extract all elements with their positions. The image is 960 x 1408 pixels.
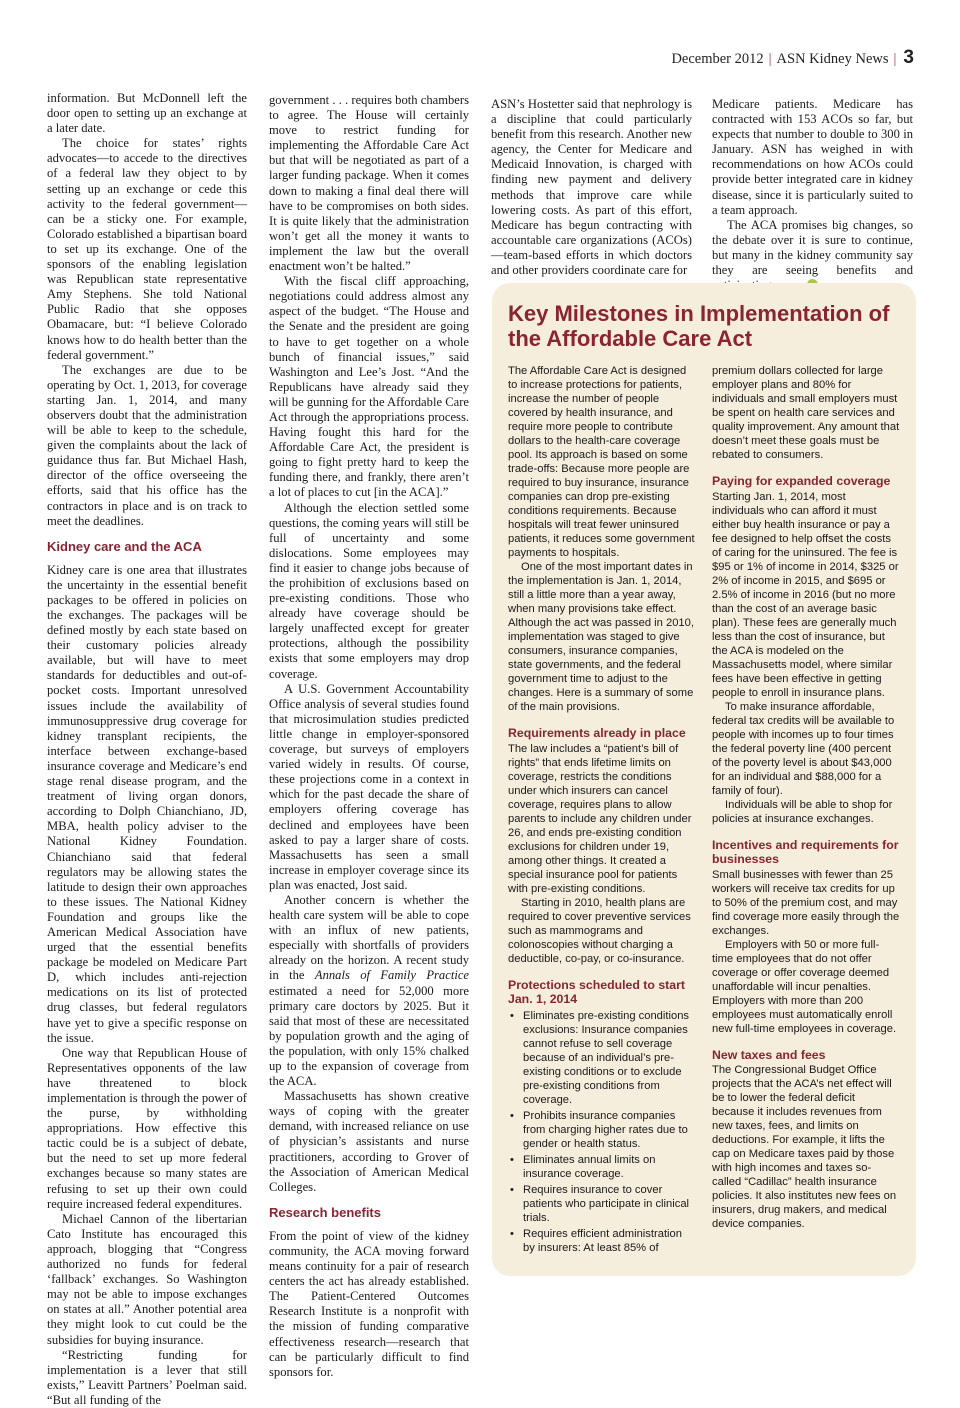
- sidebar-paragraph: Starting in 2010, health plans are required to cover preventive services such as mammograms and colonoscopies without charging a deductible, co-pay, or co-insurance.: [508, 896, 691, 965]
- paragraph: The choice for states’ rights advocates—to accede to the directives of a federal law they object to by setting up an exchange or cede this activity to the federal government—can be a sticky one. For example, Colorado established a bipartisan board to set up its exchange. One of the sponsors of the enabling legislation was Republican state representative Amy Stephens. She told National Public Radio that she opposes Obamacare, but: “I believe Colorado knows how to do health better than the federal government.”: [47, 136, 247, 362]
- sidebar-heading-businesses: Incentives and requirements for businesses: [712, 837, 899, 866]
- sidebar-column-2: [712, 364, 900, 1231]
- sidebar-paragraph: One of the most important dates in the implementation is Jan. 1, 2014, still a little more than a year away, when many provisions take effect. Although the act was passed in 2010, implementation was staged to give consumers, insurance companies, state governments, and the federal government time to adjust to the changes. Here is a summary of some of the main provisions.: [508, 561, 694, 713]
- journal-title: Annals of Family Practice: [314, 968, 470, 983]
- issue-date: December 2012: [671, 51, 764, 67]
- page-number: 3: [903, 47, 914, 68]
- list-item: • Prohibits insurance companies from charging higher rates due to gender or health status.: [523, 1109, 696, 1151]
- sidebar-paragraph: The Congressional Budget Office projects that the ACA’s net effect will be to lower the federal deficit because it includes revenues from new taxes, fees, and limits on deductions. For example, it lifts the cap on Medicare taxes paid by those with high incomes and taxes so-called “Cadillac” health insurance policies. It also institutes new fees on insurers, drug makers, and medical device companies.: [712, 1064, 897, 1230]
- sidebar-paragraph: Starting Jan. 1, 2014, most individuals who can afford it must either buy health insurance or pay a fee designed to help offset the costs of caring for the uninsured. The fee is $95 or 1% of income in 2014, $325 or 2% of income in 2015, and $695 or 2.5% of income in 2016 (but no more than the cost of an average basic plan). These fees are generally much less than the cost of insurance, but the ACA is modeled on the Massachusetts model, where similar fees have been effective in getting people to enroll in insurance plans.: [712, 490, 899, 699]
- paragraph: Michael Cannon of the libertarian Cato Institute has encouraged this approach, blogging that “Congress authorized no funds for federal ‘fallback’ exchanges. So Washington may not be able to impose exchanges on states at all.” Another potential area they might look to cut could be the subsidies for buying insurance.: [47, 1211, 247, 1347]
- paragraph: government . . . requires both chambers to agree. The House will certainly move to restrict funding for implementing the Affordable Care Act but that will be negotiated as part of a larger funding package. When it comes down to making a final deal there will have to be compromises on both sides. It is quite likely that the administration won’t get all the money it wants to implement the law but the overall enactment won’t be halted.”: [269, 93, 469, 274]
- paragraph-text: Another concern is whether the health care system will be able to cope with an influx of new patients, especially with shortfalls of providers already on the horizon. A recent study in the: [269, 892, 469, 983]
- sidebar-paragraph: premium dollars collected for large employer plans and 80% for individuals and small employers must be spent on health care services and quality improvement. Any amount that doesn’t meet these goals must be rebated to consumers.: [712, 365, 900, 461]
- sidebar-heading-taxes: New taxes and fees: [712, 1047, 826, 1062]
- paragraph-text: estimated a need for 52,000 more primary care doctors by 2025. But it said that most of these are necessitated by population growth and the aging of the population, with only 15% chalked up to the expansion of coverage from the ACA.: [269, 983, 469, 1089]
- sidebar-paragraph: Small businesses with fewer than 25 workers will receive tax credits for up to 50% of the premium cost, and may find coverage more easily through the exchanges.: [712, 868, 900, 937]
- paragraph: “Restricting funding for implementation is a lever that still exists,” Leavitt Partners’ Poelman said. “But all funding of the: [47, 1347, 247, 1407]
- paragraph: The exchanges are due to be operating by Oct. 1, 2013, for coverage starting Jan. 1, 2014, and many observers doubt that the administration will be able to keep to the schedule, given the complaints about the lack of guidance thus far. But Michael Hash, director of the office overseeing the efforts, said that his office has the contractors in place and is on track to meet the deadlines.: [47, 362, 247, 528]
- paragraph: ASN’s Hostetter said that nephrology is a discipline that could particularly benefit from this research. Another new agency, the Center for Medicare and Medicaid Innovation, is charged with finding new payment and delivery methods that improve care while lowering costs. As part of this effort, Medicare has begun contracting with accountable care organizations (ACOs)—team-based efforts in which doctors and other providers coordinate care for: [491, 97, 692, 278]
- publication-name: ASN Kidney News: [776, 51, 889, 67]
- list-item: • Requires efficient administration by insurers: At least 85% of: [523, 1227, 696, 1255]
- list-item: • Eliminates annual limits on insurance coverage.: [523, 1153, 696, 1181]
- header-separator: |: [768, 51, 772, 67]
- header-separator: |: [893, 51, 897, 67]
- paragraph: information. But McDonnell left the door open to setting up an exchange at a later date.: [47, 91, 247, 136]
- protections-list: [508, 1009, 696, 1255]
- list-item: • Eliminates pre-existing conditions exclusions: Insurance companies cannot refuse to sell coverage because of an individual’s pre-existing conditions or to exclude pre-existing conditions from coverage.: [523, 1009, 696, 1107]
- sidebar-paragraph: The Affordable Care Act is designed to increase protections for patients, increase the number of people covered by health insurance, and require more people to contribute dollars to the health-care coverage pool. Its approach is based on some trade-offs: Because more people are required to buy insurance, insurance companies can drop pre-existing conditions requirements. Because hospitals will treat fewer uninsured patients, it reduces some government payments to hospitals.: [508, 365, 695, 559]
- sidebar-paragraph: To make insurance affordable, federal tax credits will be available to people with incomes up to four times the federal poverty line (400 percent of the poverty level is about $43,000 for an individual and $88,000 for a family of four).: [712, 700, 895, 797]
- article-column-4: [712, 97, 913, 293]
- sidebar-paragraph: Individuals will be able to shop for policies at insurance exchanges.: [712, 798, 893, 825]
- section-heading-kidney-care: Kidney care and the ACA: [47, 538, 202, 554]
- article-column-3: [491, 97, 692, 278]
- paragraph: [269, 893, 469, 1089]
- paragraph: From the point of view of the kidney community, the ACA moving forward means continuity for a pair of research centers the act has already established. The Patient-Centered Outcomes Research Institute is a nonprofit with the mission of funding comparative effectiveness research—research that can be particularly difficult to find sponsors for.: [269, 1228, 469, 1379]
- paragraph: [712, 218, 913, 293]
- sidebar-heading-protections: Protections scheduled to start Jan. 1, 2014: [508, 977, 685, 1006]
- sidebar-column-1: [508, 364, 696, 1257]
- sidebar-title: Key Milestones in Implementation of the Affordable Care Act: [508, 301, 890, 351]
- paragraph: Massachusetts has shown creative ways of coping with the greater demand, with increased reliance on use of physician’s assistants and nurse practitioners, according to Grover of the Association of American Medical Colleges.: [269, 1089, 469, 1194]
- sidebar-heading-requirements: Requirements already in place: [508, 726, 686, 740]
- section-heading-research-benefits: Research benefits: [269, 1204, 381, 1220]
- paragraph: One way that Republican House of Representatives opponents of the law have threatened to block implementation is through the power of the purse, by withholding appropriations. How effective this tactic could be is a subject of debate, but the need to set up more federal exchanges because so many states are refusing to set up their own could require increased federal expenditures.: [47, 1045, 247, 1211]
- page-header: [671, 47, 914, 69]
- paragraph: Although the election settled some questions, the coming years will still be full of uncertainty and some dislocations. Some employees may find it easier to change jobs because of the prohibition of exclusions based on pre-existing conditions. Those who already have coverage should be largely unaffected except for greater protections, although the possibility exists that some employers may drop coverage.: [269, 500, 469, 681]
- article-column-2: [269, 93, 469, 1380]
- sidebar-paragraph: Employers with 50 or more full-time employees that do not offer coverage or offer coverage deemed unaffordable will incur penalties. Employers with more than 200 employees must automatically enroll new full-time employees in coverage.: [712, 938, 897, 1035]
- paragraph-text: The ACA promises big changes, so the debate over it is sure to continue, but many in the kidney community say they are seeing benefits and: [712, 217, 913, 278]
- article-column-1: [47, 91, 247, 1408]
- paragraph: With the fiscal cliff approaching, negotiations could address almost any aspect of the budget. “The House and the Senate and the president are going to have to get together on a whole bunch of financial issues,” said Washington and Lee’s Jost. “And the Republicans have already said they will be gunning for the Affordable Care Act through the appropriations process. Having fought this hard for the Affordable Care Act, the president is going to fight pretty hard to keep the funding there, and frankly, there aren’t a lot of places to cut [in the ACA].”: [269, 274, 469, 500]
- sidebar-heading-paying: Paying for expanded coverage: [712, 474, 891, 488]
- paragraph: Medicare patients. Medicare has contracted with 153 ACOs so far, but expects that number to double to 300 in January. ASN has weighed in with recommendations on how ACOs could provide better integrated care in kidney disease, since it is particularly suited to a team approach.: [712, 97, 913, 217]
- sidebar-paragraph: The law includes a “patient’s bill of rights” that ends lifetime limits on coverage, restricts the conditions under which insurers can cancel coverage, requires plans to allow parents to include any children under 26, and ends pre-existing condition exclusions for children under 19, among other things. It created a special insurance pool for patients with pre-existing conditions.: [508, 742, 692, 895]
- paragraph: A U.S. Government Accountability Office analysis of several studies found that microsimulation studies predicted little change in employer-sponsored coverage, but surveys of employers varied widely in results. Of course, these projections come in a context in which for the past decade the share of employers offering coverage has declined and employees have been asked to pay a larger share of costs. Massachusetts has seen a small increase in employer coverage since its plan was enacted, Jost said.: [269, 681, 469, 892]
- list-item: • Requires insurance to cover patients who participate in clinical trials.: [523, 1183, 696, 1225]
- paragraph: Kidney care is one area that illustrates the uncertainty in the essential benefit packages to be offered in policies on the exchanges. The packages will be defined mostly by each state based on their customary policies already available, but will have to meet standards for deductibles and out-of-pocket costs. Important unresolved issues include the availability of immunosuppressive drug coverage for kidney transplant recipients, the interface between exchange-based insurance coverage and Medicare’s end stage renal disease program, and the treatment of living organ donors, according to Dolph Chianchiano, JD, MBA, health policy adviser to the National Kidney Foundation. Chianchiano said that federal regulators may be allowing states the latitude to design their own approaches to these issues. The National Kidney Foundation and groups like the American Medical Association have urged that the essential benefits package be modeled on Medicare Part D, which includes anti-rejection medications on its list of protected drug classes, but federal regulators have yet to give a specific response on the issue.: [47, 562, 247, 1045]
